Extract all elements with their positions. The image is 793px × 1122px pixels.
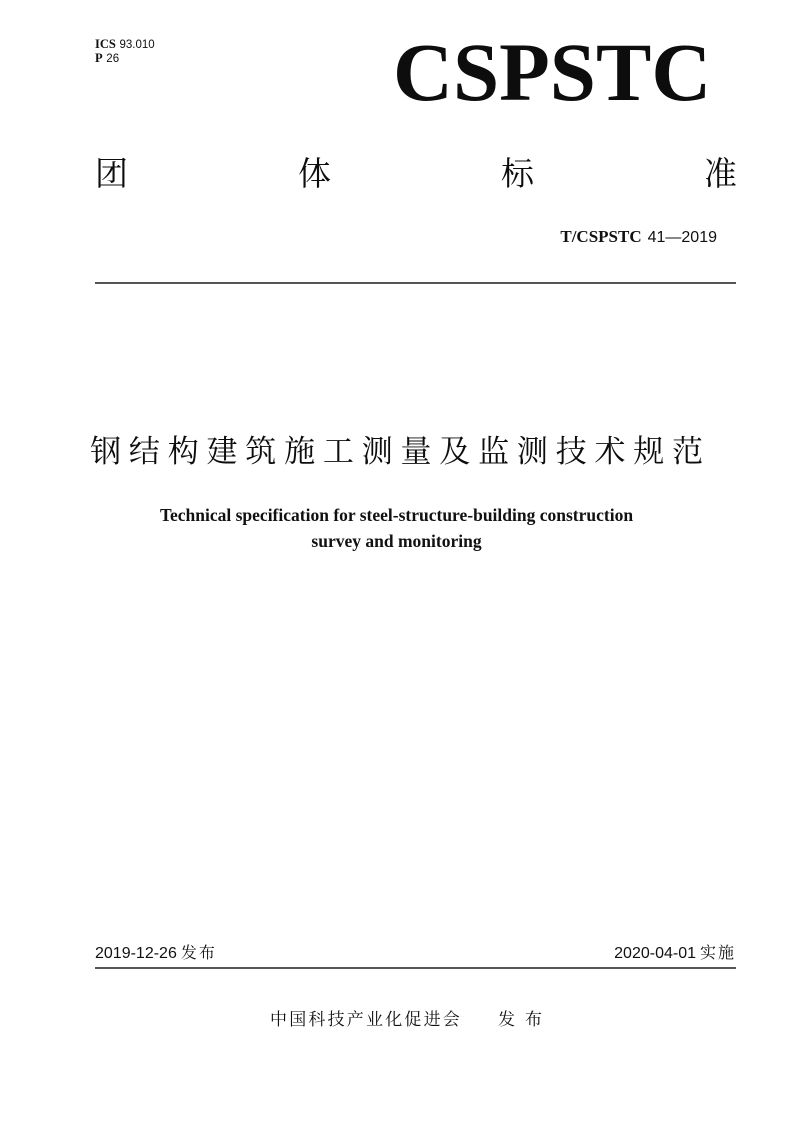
issue-date-value: 2019-12-26 bbox=[95, 945, 177, 962]
bottom-divider bbox=[95, 967, 736, 969]
implementation-date-label: 实施 bbox=[699, 943, 736, 962]
publisher-action: 发布 bbox=[498, 1010, 552, 1030]
standard-type-char: 准 bbox=[704, 154, 737, 193]
ccs-code: 26 bbox=[106, 53, 120, 65]
issue-date bbox=[95, 943, 217, 964]
top-divider bbox=[95, 282, 736, 284]
implementation-date-value: 2020-04-01 bbox=[614, 945, 696, 962]
standard-number-value: 41—2019 bbox=[647, 229, 717, 246]
organization-logo: CSPSTC bbox=[393, 26, 712, 118]
publisher-line bbox=[270, 1008, 552, 1032]
ics-code: 93.010 bbox=[119, 39, 155, 51]
ccs-code-line bbox=[95, 52, 155, 66]
document-title-chinese: 钢结构建筑施工测量及监测技术规范 bbox=[90, 434, 711, 470]
ccs-label: P bbox=[95, 51, 103, 65]
standard-type-heading bbox=[95, 154, 737, 194]
english-title-line-1: Technical specification for steel-structure-building construction bbox=[159, 505, 634, 525]
issue-date-label: 发布 bbox=[180, 943, 217, 962]
implementation-date bbox=[614, 943, 736, 964]
english-title-line-2: survey and monitoring bbox=[311, 531, 482, 551]
publisher-name: 中国科技产业化促进会 bbox=[270, 1010, 462, 1030]
standard-type-char: 标 bbox=[501, 154, 534, 193]
standard-type-char: 团 bbox=[95, 154, 128, 193]
ics-code-line bbox=[95, 38, 155, 52]
standard-type-char: 体 bbox=[298, 154, 331, 193]
classification-codes bbox=[95, 38, 155, 66]
ics-label: ICS bbox=[95, 37, 116, 51]
standard-number bbox=[560, 227, 717, 248]
document-title-english bbox=[0, 502, 793, 554]
standard-number-prefix: T/CSPSTC bbox=[560, 227, 642, 246]
